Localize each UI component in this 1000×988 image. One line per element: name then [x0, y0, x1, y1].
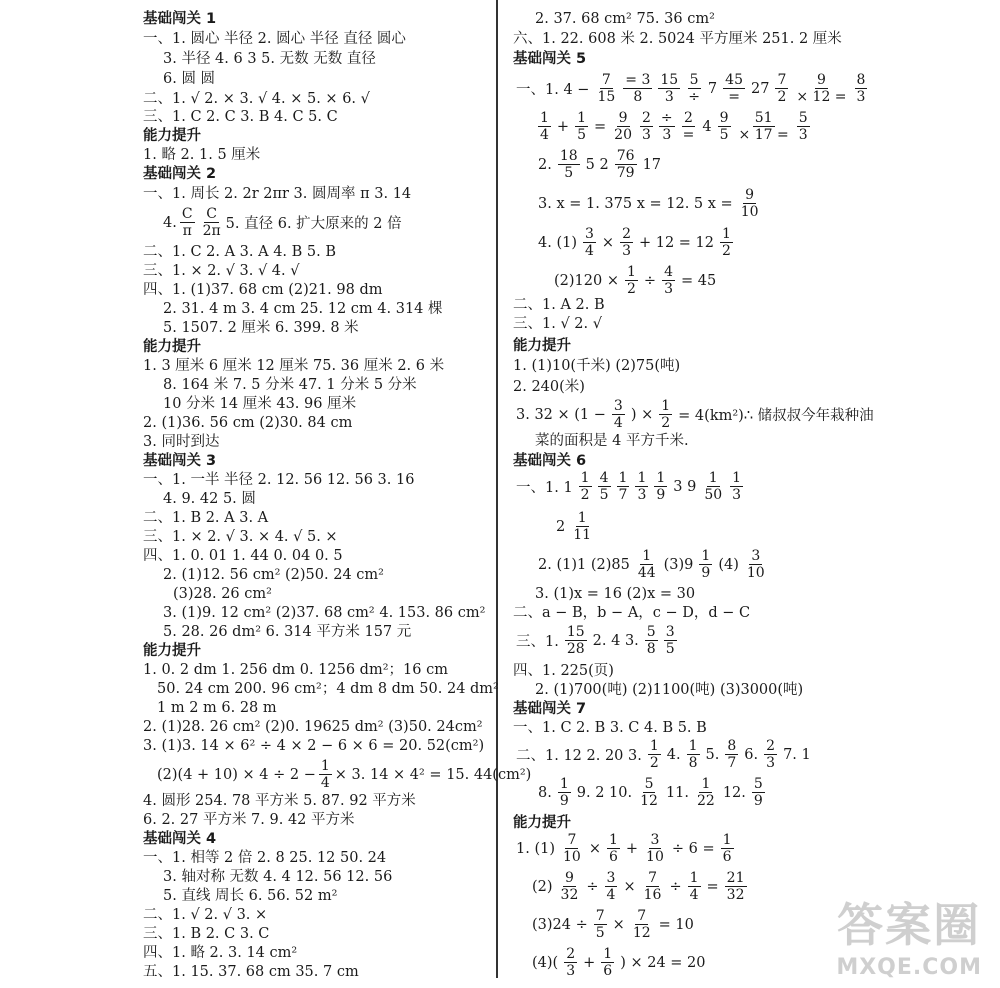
section-heading: 能力提升 — [143, 643, 201, 659]
answer-line: 2. (1)28. 26 cm² (2)0. 19625 dm² (3)50. 24cm² — [143, 719, 483, 735]
formula-text: 7 — [707, 80, 718, 97]
answer-line: 四、1. 225(页) — [513, 663, 614, 679]
section-heading: 能力提升 — [513, 815, 571, 831]
answer-line — [529, 946, 709, 979]
answer-line: 6. 2. 27 平方米 7. 9. 42 平方米 — [143, 812, 355, 828]
answer-line: 5. 1507. 2 厘米 6. 399. 8 米 — [163, 320, 359, 336]
formula-text: 三、1. — [516, 634, 559, 650]
answer-line: 2. (1)12. 56 cm² (2)50. 24 cm² — [163, 567, 384, 583]
fraction: $\frac{1}{6}$ — [722, 832, 732, 865]
fraction: $\frac{9}{10}$ — [740, 187, 759, 220]
fraction: $\frac{= 3}{8}$ — [625, 72, 651, 105]
formula-text: ) × 24 = 20 — [620, 954, 706, 971]
formula-text: 6. — [744, 746, 759, 763]
fraction: $\frac{9}{5}$ — [719, 110, 729, 143]
formula-text: 一、1. 4 − — [516, 82, 590, 98]
answer-line: 五、1. 15. 37. 68 cm 35. 7 cm — [143, 964, 359, 980]
section-heading: 基础闯关 4 — [143, 831, 217, 847]
formula-text: ) × — [630, 406, 654, 423]
answer-line: 8. 164 米 7. 5 分米 47. 1 分米 5 分米 — [163, 377, 417, 393]
fraction: $\frac{1}{7}$ — [618, 470, 628, 503]
section-heading: 基础闯关 1 — [143, 11, 217, 27]
fraction: $\frac{4}{5}$ — [599, 470, 609, 503]
fraction: $\frac{5}{9}$ — [753, 776, 763, 809]
formula-text: 5 2 — [585, 156, 609, 173]
fraction: $\frac{8}{7}$ — [727, 738, 737, 771]
fraction: $\frac{1}{6}$ — [608, 832, 618, 865]
formula-text: × — [601, 234, 615, 251]
fraction: $\frac{18}{5}$ — [559, 148, 578, 181]
fraction: $\frac{1}{6}$ — [603, 946, 613, 979]
formula-text: 2. 4 3. — [592, 632, 639, 649]
answer-line: 1. 0. 2 dm 1. 256 dm 0. 1256 dm²；16 cm — [143, 662, 448, 678]
answer-line — [513, 738, 814, 771]
answer-line: 4. $\frac{C}{\pi}$ $\frac{C}{2\pi}$ 5. 直径 6. 扩大原来的 2 倍 — [163, 206, 402, 239]
formula-text: (2)120 × — [554, 272, 619, 289]
answer-line — [535, 548, 770, 581]
answer-line — [551, 264, 719, 297]
fraction: $\frac{1}{5}$ — [577, 110, 586, 143]
formula-text: 3. 32 × (1 − — [516, 406, 606, 423]
answer-line: 三、1. √ 2. √ — [513, 316, 602, 332]
fraction: $\frac{1}{3}$ — [637, 470, 647, 503]
answer-line: 四、1. (1)37. 68 cm (2)21. 98 dm — [143, 282, 383, 298]
formula-text: 8. — [538, 784, 552, 801]
section-heading: 能力提升 — [513, 338, 571, 354]
answer-line: 50. 24 cm 200. 96 cm²；4 dm 8 dm 50. 24 dm² — [157, 681, 499, 697]
answer-line: 1. 3 厘米 6 厘米 12 厘米 75. 36 厘米 2. 6 米 — [143, 358, 445, 374]
formula-text: 12. — [722, 784, 746, 801]
answer-line: 三、1. B 2. C 3. C — [143, 926, 270, 942]
formula-text: 4 — [702, 118, 712, 135]
fraction: $\frac{1}{4}$ — [689, 870, 699, 903]
answer-line: 1. (1)10(千米) (2)75(吨) — [513, 358, 681, 374]
fraction: $\frac{7}{2}$ — [777, 72, 787, 105]
fraction: $\frac{1}{4}$ — [540, 110, 549, 143]
answer-line — [535, 226, 736, 259]
answer-line: 3. 同时到达 — [143, 434, 220, 450]
answer-line: 二、1. B 2. A 3. A — [143, 510, 269, 526]
answer-line: 5. 直线 周长 6. 56. 52 m² — [163, 888, 338, 904]
answer-line: (3)28. 26 cm² — [173, 586, 272, 602]
formula-text: 4. — [666, 746, 681, 763]
fraction: $\frac{9}{20}$ — [614, 110, 632, 143]
answer-line: 菜的面积是 4 平方千米. — [535, 433, 689, 449]
formula-text: = — [594, 118, 607, 135]
section-heading: 基础闯关 6 — [513, 453, 587, 469]
answer-line — [535, 187, 764, 220]
formula-text: ÷ — [643, 272, 657, 289]
formula-text: ÷ 6 = — [671, 840, 715, 857]
fraction: $\frac{51}{\times 17 =}$ — [738, 110, 789, 143]
watermark-logo: 答案圈 MXQE.COM — [836, 898, 982, 980]
answer-line: 6. 圆 圆 — [163, 71, 216, 87]
fraction: $\frac{1}{9}$ — [701, 548, 711, 581]
answer-line — [513, 470, 746, 503]
fraction: $\frac{3}{10}$ — [746, 548, 765, 581]
fraction: $\frac{3}{5}$ — [665, 624, 675, 657]
fraction: $\frac{C}{\pi}$ — [181, 206, 193, 239]
answer-line — [513, 624, 680, 657]
formula-text: + 12 = 12 — [638, 234, 715, 251]
fraction: $\frac{1}{2}$ — [626, 264, 636, 297]
section-heading: 基础闯关 7 — [513, 701, 587, 717]
fraction: $\frac{1}{2}$ — [722, 226, 731, 259]
formula-text: ÷ — [669, 878, 682, 895]
fraction: $\frac{3}{4}$ — [606, 870, 616, 903]
fraction: $\frac{1}{9}$ — [559, 776, 569, 809]
answer-line: 3. (1)9. 12 cm² (2)37. 68 cm² 4. 153. 86 cm² — [163, 605, 486, 621]
answer-line: 一、1. 圆心 半径 2. 圆心 半径 直径 圆心 — [143, 31, 406, 47]
fraction: $\frac{\div}{3}$ — [660, 110, 673, 143]
fraction: $\frac{2}{3}$ — [641, 110, 651, 143]
answer-line: (2)(4 + 10) × 4 ÷ 2 − $\frac{1}{4}$ × 3. 14 × 4² = 15. 44(cm²) — [157, 758, 532, 791]
formula-text: 11. — [665, 784, 689, 801]
fraction: $\frac{3}{10}$ — [646, 832, 664, 865]
formula-text: 27 — [750, 80, 770, 97]
answer-line: 2. 240(米) — [513, 379, 585, 395]
formula-text: 17 — [642, 156, 662, 173]
formula-text: = 10 — [658, 916, 694, 933]
fraction: $\frac{1}{2}$ — [661, 398, 671, 431]
fraction: $\frac{2}{3}$ — [766, 738, 776, 771]
formula-text: 4. (1) — [538, 234, 577, 251]
fraction: $\frac{3}{4}$ — [584, 226, 594, 259]
formula-text: + — [556, 118, 570, 135]
answer-line — [553, 510, 596, 543]
fraction: $\frac{1}{9}$ — [656, 470, 666, 503]
answer-line: 一、1. C 2. B 3. C 4. B 5. B — [513, 720, 707, 736]
formula-text: (4) — [718, 556, 739, 573]
formula-text: + — [625, 840, 639, 857]
fraction: $\frac{1}{22}$ — [697, 776, 715, 809]
fraction: $\frac{7}{10}$ — [562, 832, 581, 865]
formula-text: = 45 — [680, 272, 717, 289]
fraction: $\frac{3}{4}$ — [613, 398, 623, 431]
formula-text: (2) — [532, 878, 553, 895]
formula-text: 2 — [556, 518, 566, 535]
answer-line: 3. (1)3. 14 × 6² ÷ 4 × 2 − 6 × 6 = 20. 52(cm²) — [143, 738, 485, 754]
section-heading: 基础闯关 5 — [513, 51, 587, 67]
answer-line: 2. (1)36. 56 cm (2)30. 84 cm — [143, 415, 353, 431]
fraction: $\frac{1}{2}$ — [580, 470, 590, 503]
answer-line: 3. (1)x = 16 (2)x = 30 — [535, 586, 696, 602]
answer-line: 三、1. × 2. √ 3. √ 4. √ — [143, 263, 300, 279]
answer-line — [535, 110, 813, 143]
answer-line — [535, 776, 768, 809]
fraction: $\frac{9}{32}$ — [560, 870, 579, 903]
answer-line — [513, 72, 870, 105]
formula-text: ÷ — [586, 878, 599, 895]
answer-line: 一、1. 相等 2 倍 2. 8 25. 12 50. 24 — [143, 850, 387, 866]
fraction: $\frac{1}{50}$ — [704, 470, 723, 503]
formula-text: + — [583, 954, 596, 971]
answer-line — [529, 870, 750, 903]
fraction: $\frac{5}{8}$ — [646, 624, 656, 657]
fraction: $\frac{21}{32}$ — [726, 870, 745, 903]
formula-text: 二、1. 12 2. 20 3. — [516, 748, 642, 764]
formula-text: 2. (1)1 (2)85 — [538, 556, 630, 573]
fraction: $\frac{2}{=}$ — [682, 110, 695, 143]
formula-text: (4)( — [532, 954, 559, 971]
fraction: $\frac{15}{3}$ — [660, 72, 679, 105]
section-heading: 能力提升 — [143, 128, 201, 144]
formula-text: 3 9 — [673, 478, 697, 495]
fraction: $\frac{5}{3}$ — [798, 110, 808, 143]
fraction: $\frac{1}{4}$ — [320, 758, 330, 791]
answer-line: 二、1. √ 2. × 3. √ 4. × 5. × 6. √ — [143, 91, 370, 107]
answer-line — [529, 908, 697, 941]
formula-text: (3)24 ÷ — [532, 916, 588, 933]
answer-line: 1. 略 2. 1. 5 厘米 — [143, 147, 261, 163]
fraction: $\frac{1}{3}$ — [732, 470, 742, 503]
fraction: $\frac{8}{3}$ — [856, 72, 866, 105]
answer-line: 4. 圆形 254. 78 平方米 5. 87. 92 平方米 — [143, 793, 416, 809]
formula-text: 3. x = 1. 375 x = 12. 5 x = — [538, 195, 733, 212]
fraction: $\frac{7}{15}$ — [597, 72, 616, 105]
answer-line: 2. 31. 4 m 3. 4 cm 25. 12 cm 4. 314 棵 — [163, 301, 443, 317]
fraction: $\frac{7}{12}$ — [632, 908, 651, 941]
answer-line — [513, 832, 737, 865]
answer-line: 一、1. 一半 半径 2. 12. 56 12. 56 3. 16 — [143, 472, 415, 488]
fraction: $\frac{1}{2}$ — [649, 738, 659, 771]
answer-line: 二、1. √ 2. √ 3. × — [143, 907, 268, 923]
formula-text: = — [706, 878, 719, 895]
formula-text: 9. 2 10. — [576, 784, 633, 801]
fraction: $\frac{5}{12}$ — [640, 776, 658, 809]
answer-line: 一、1. 周长 2. 2r 2πr 3. 圆周率 π 3. 14 — [143, 186, 412, 202]
fraction: $\frac{4}{3}$ — [664, 264, 673, 297]
answer-line: 四、1. 略 2. 3. 14 cm² — [143, 945, 298, 961]
answer-line: 四、1. 0. 01 1. 44 0. 04 0. 5 — [143, 548, 343, 564]
fraction: $\frac{7}{5}$ — [595, 908, 605, 941]
fraction: $\frac{76}{79}$ — [616, 148, 635, 181]
answer-line: 2. 37. 68 cm² 75. 36 cm² — [535, 11, 715, 27]
answer-line: 二、1. C 2. A 3. A 4. B 5. B — [143, 244, 337, 260]
formula-text: × — [588, 840, 601, 857]
fraction: $\frac{1}{11}$ — [573, 510, 592, 543]
answer-line: 三、1. C 2. C 3. B 4. C 5. C — [143, 109, 338, 125]
fraction: $\frac{45}{=}$ — [725, 72, 743, 105]
formula-text: = 4(km²)∴ 储叔叔今年栽种油 — [678, 408, 874, 424]
fraction: $\frac{1}{44}$ — [637, 548, 656, 581]
answer-line: 1 m 2 m 6. 28 m — [157, 700, 277, 716]
section-heading: 基础闯关 2 — [143, 166, 217, 182]
answer-line: 2. (1)700(吨) (2)1100(吨) (3)3000(吨) — [535, 682, 804, 698]
formula-text: 5. — [705, 746, 720, 763]
formula-text: 7. 1 — [783, 746, 811, 763]
answer-line: 3. 半径 4. 6 3 5. 无数 无数 直径 — [163, 51, 376, 67]
section-heading: 能力提升 — [143, 339, 201, 355]
fraction: $\frac{7}{16}$ — [643, 870, 662, 903]
answer-line: 5. 28. 26 dm² 6. 314 平方米 157 元 — [163, 624, 412, 640]
answer-line — [513, 398, 877, 431]
fraction: $\frac{5}{\div}$ — [688, 72, 700, 105]
formula-text: 一、1. 1 — [516, 480, 573, 496]
fraction: $\frac{9}{\times 12 =}$ — [796, 72, 847, 105]
fraction: $\frac{1}{8}$ — [688, 738, 698, 771]
answer-line: 4. 9. 42 5. 圆 — [163, 491, 256, 507]
answer-line: 二、a − B，b − A，c − D，d − C — [513, 605, 751, 621]
formula-text: (3)9 — [663, 556, 694, 573]
formula-text: 2. — [538, 156, 552, 173]
answer-line: 二、1. A 2. B — [513, 297, 605, 313]
column-divider — [496, 0, 498, 978]
fraction: $\frac{C}{2\pi}$ — [202, 206, 221, 239]
fraction: $\frac{2}{3}$ — [622, 226, 631, 259]
answer-line — [535, 148, 664, 181]
answer-line: 3. 轴对称 无数 4. 4 12. 56 12. 56 — [163, 869, 393, 885]
answer-line: 六、1. 22. 608 米 2. 5024 平方厘米 251. 2 厘米 — [513, 31, 842, 47]
section-heading: 基础闯关 3 — [143, 453, 217, 469]
formula-text: × — [612, 916, 625, 933]
formula-text: 1. (1) — [516, 840, 555, 857]
answer-line: 10 分米 14 厘米 43. 96 厘米 — [163, 396, 357, 412]
fraction: $\frac{2}{3}$ — [566, 946, 576, 979]
answer-line: 三、1. × 2. √ 3. × 4. √ 5. × — [143, 529, 338, 545]
formula-text: × — [623, 878, 636, 895]
fraction: $\frac{15}{28}$ — [566, 624, 585, 657]
